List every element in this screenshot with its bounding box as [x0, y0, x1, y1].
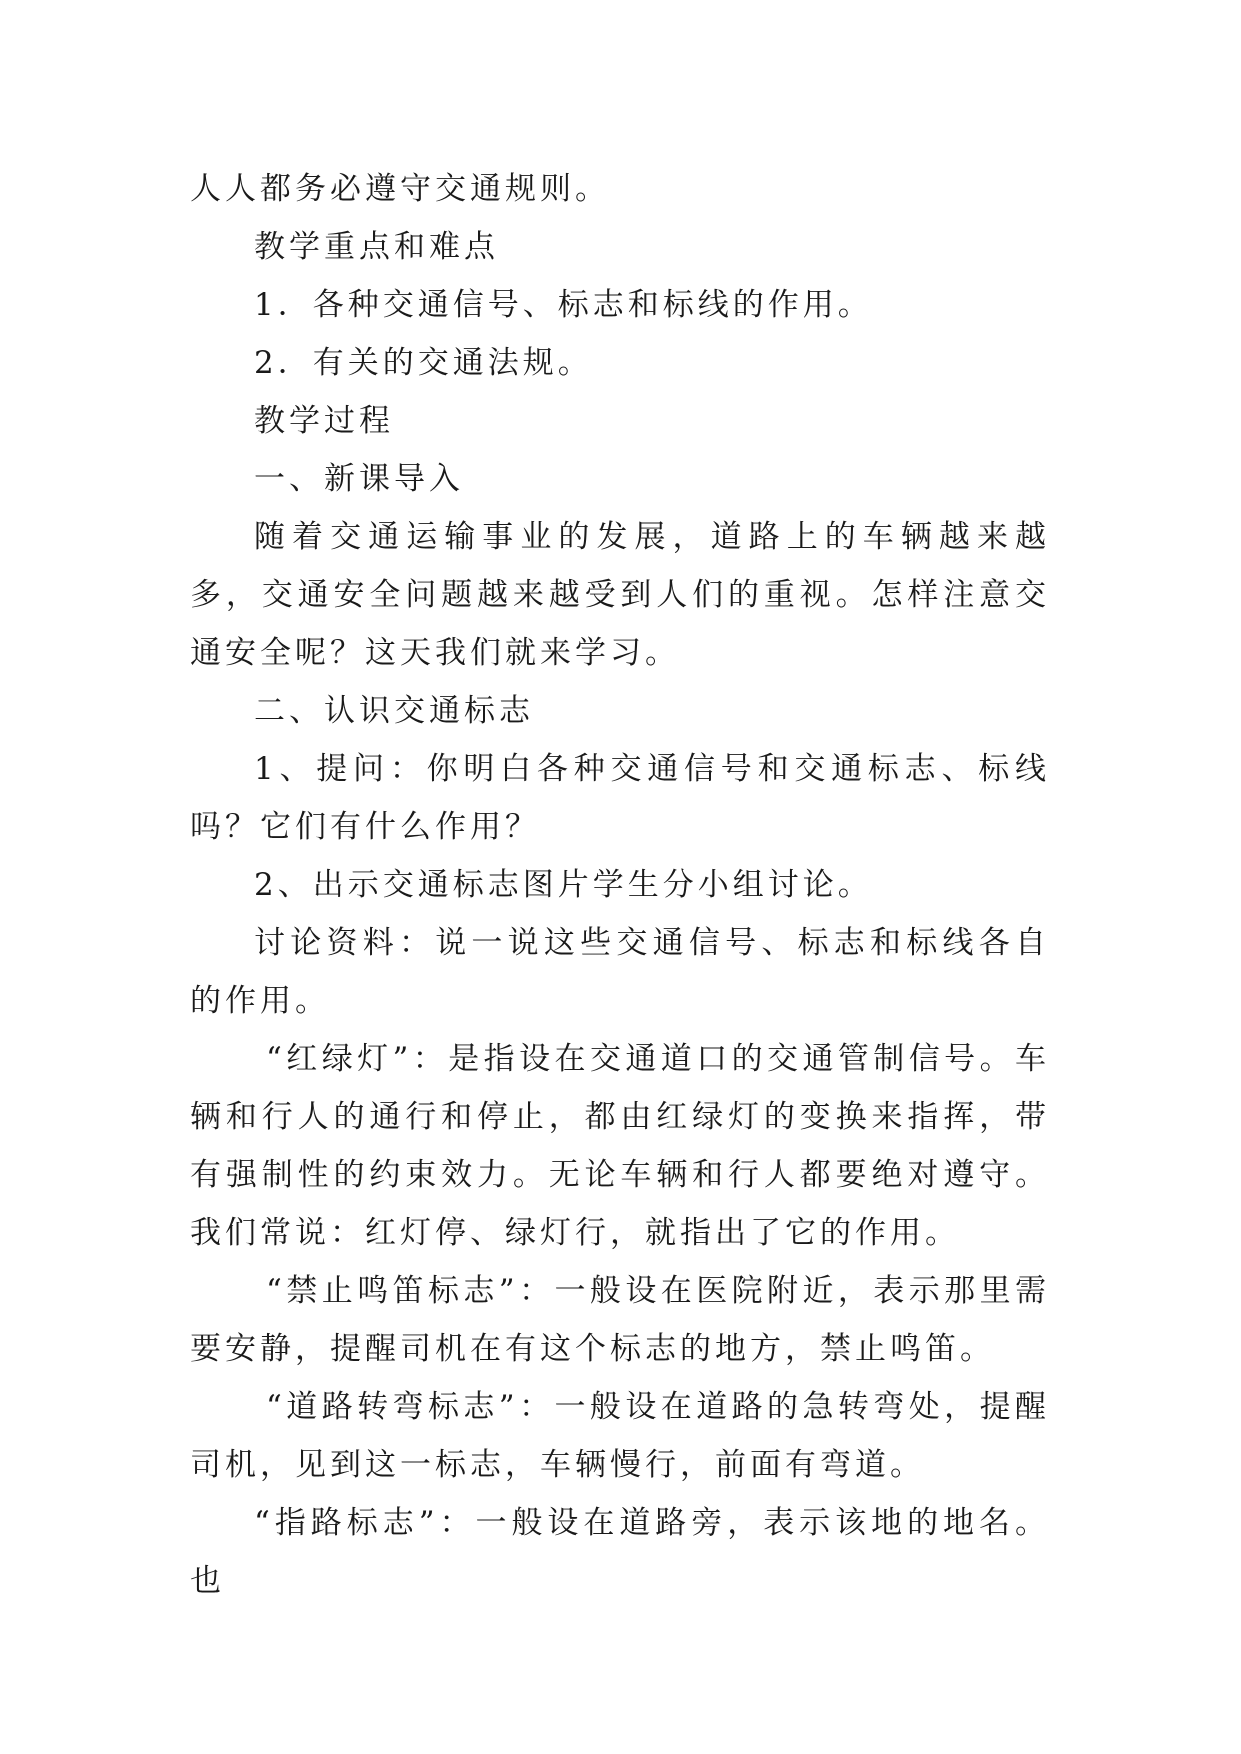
- paragraph-traffic-light: “红绿灯”：是指设在交通道口的交通管制信号。车辆和行人的通行和停止，都由红绿灯的变换来指挥，带有强制性的约束效力。无论车辆和行人都要绝对遵守。我们常说：红灯停、绿灯行，就指出了它的作用。: [190, 1041, 1050, 1251]
- list-item-1: 1．各种交通信号、标志和标线的作用。: [254, 287, 873, 323]
- paragraph-no-horn: “禁止鸣笛标志”：一般设在医院附近，表示那里需要安静，提醒司机在有这个标志的地方，禁止鸣笛。: [190, 1273, 1050, 1367]
- heading-teaching-process: 教学过程: [254, 403, 394, 439]
- list-item-2: 2．有关的交通法规。: [254, 345, 593, 381]
- section-heading-1: 一、新课导入: [254, 461, 464, 497]
- paragraph-turn-sign: “道路转弯标志”：一般设在道路的急转弯处，提醒司机，见到这一标志，车辆慢行，前面有弯道。: [190, 1389, 1050, 1483]
- paragraph-material: 讨论资料：说一说这些交通信号、标志和标线各自的作用。: [190, 925, 1050, 1019]
- document-body: [190, 160, 1050, 1610]
- paragraph-direction-sign: “指路标志”：一般设在道路旁，表示该地的地名。也: [190, 1505, 1050, 1599]
- paragraph-discussion: 2、出示交通标志图片学生分小组讨论。: [254, 867, 873, 903]
- paragraph-intro: 随着交通运输事业的发展，道路上的车辆越来越多，交通安全问题越来越受到人们的重视。怎样注意交通安全呢？这天我们就来学习。: [190, 519, 1050, 671]
- heading-key-points: 教学重点和难点: [254, 229, 499, 265]
- section-heading-2: 二、认识交通标志: [254, 693, 534, 729]
- paragraph-continuation: 人人都务必遵守交通规则。: [190, 171, 610, 207]
- paragraph-question: 1、提问：你明白各种交通信号和交通标志、标线吗？它们有什么作用？: [190, 751, 1050, 845]
